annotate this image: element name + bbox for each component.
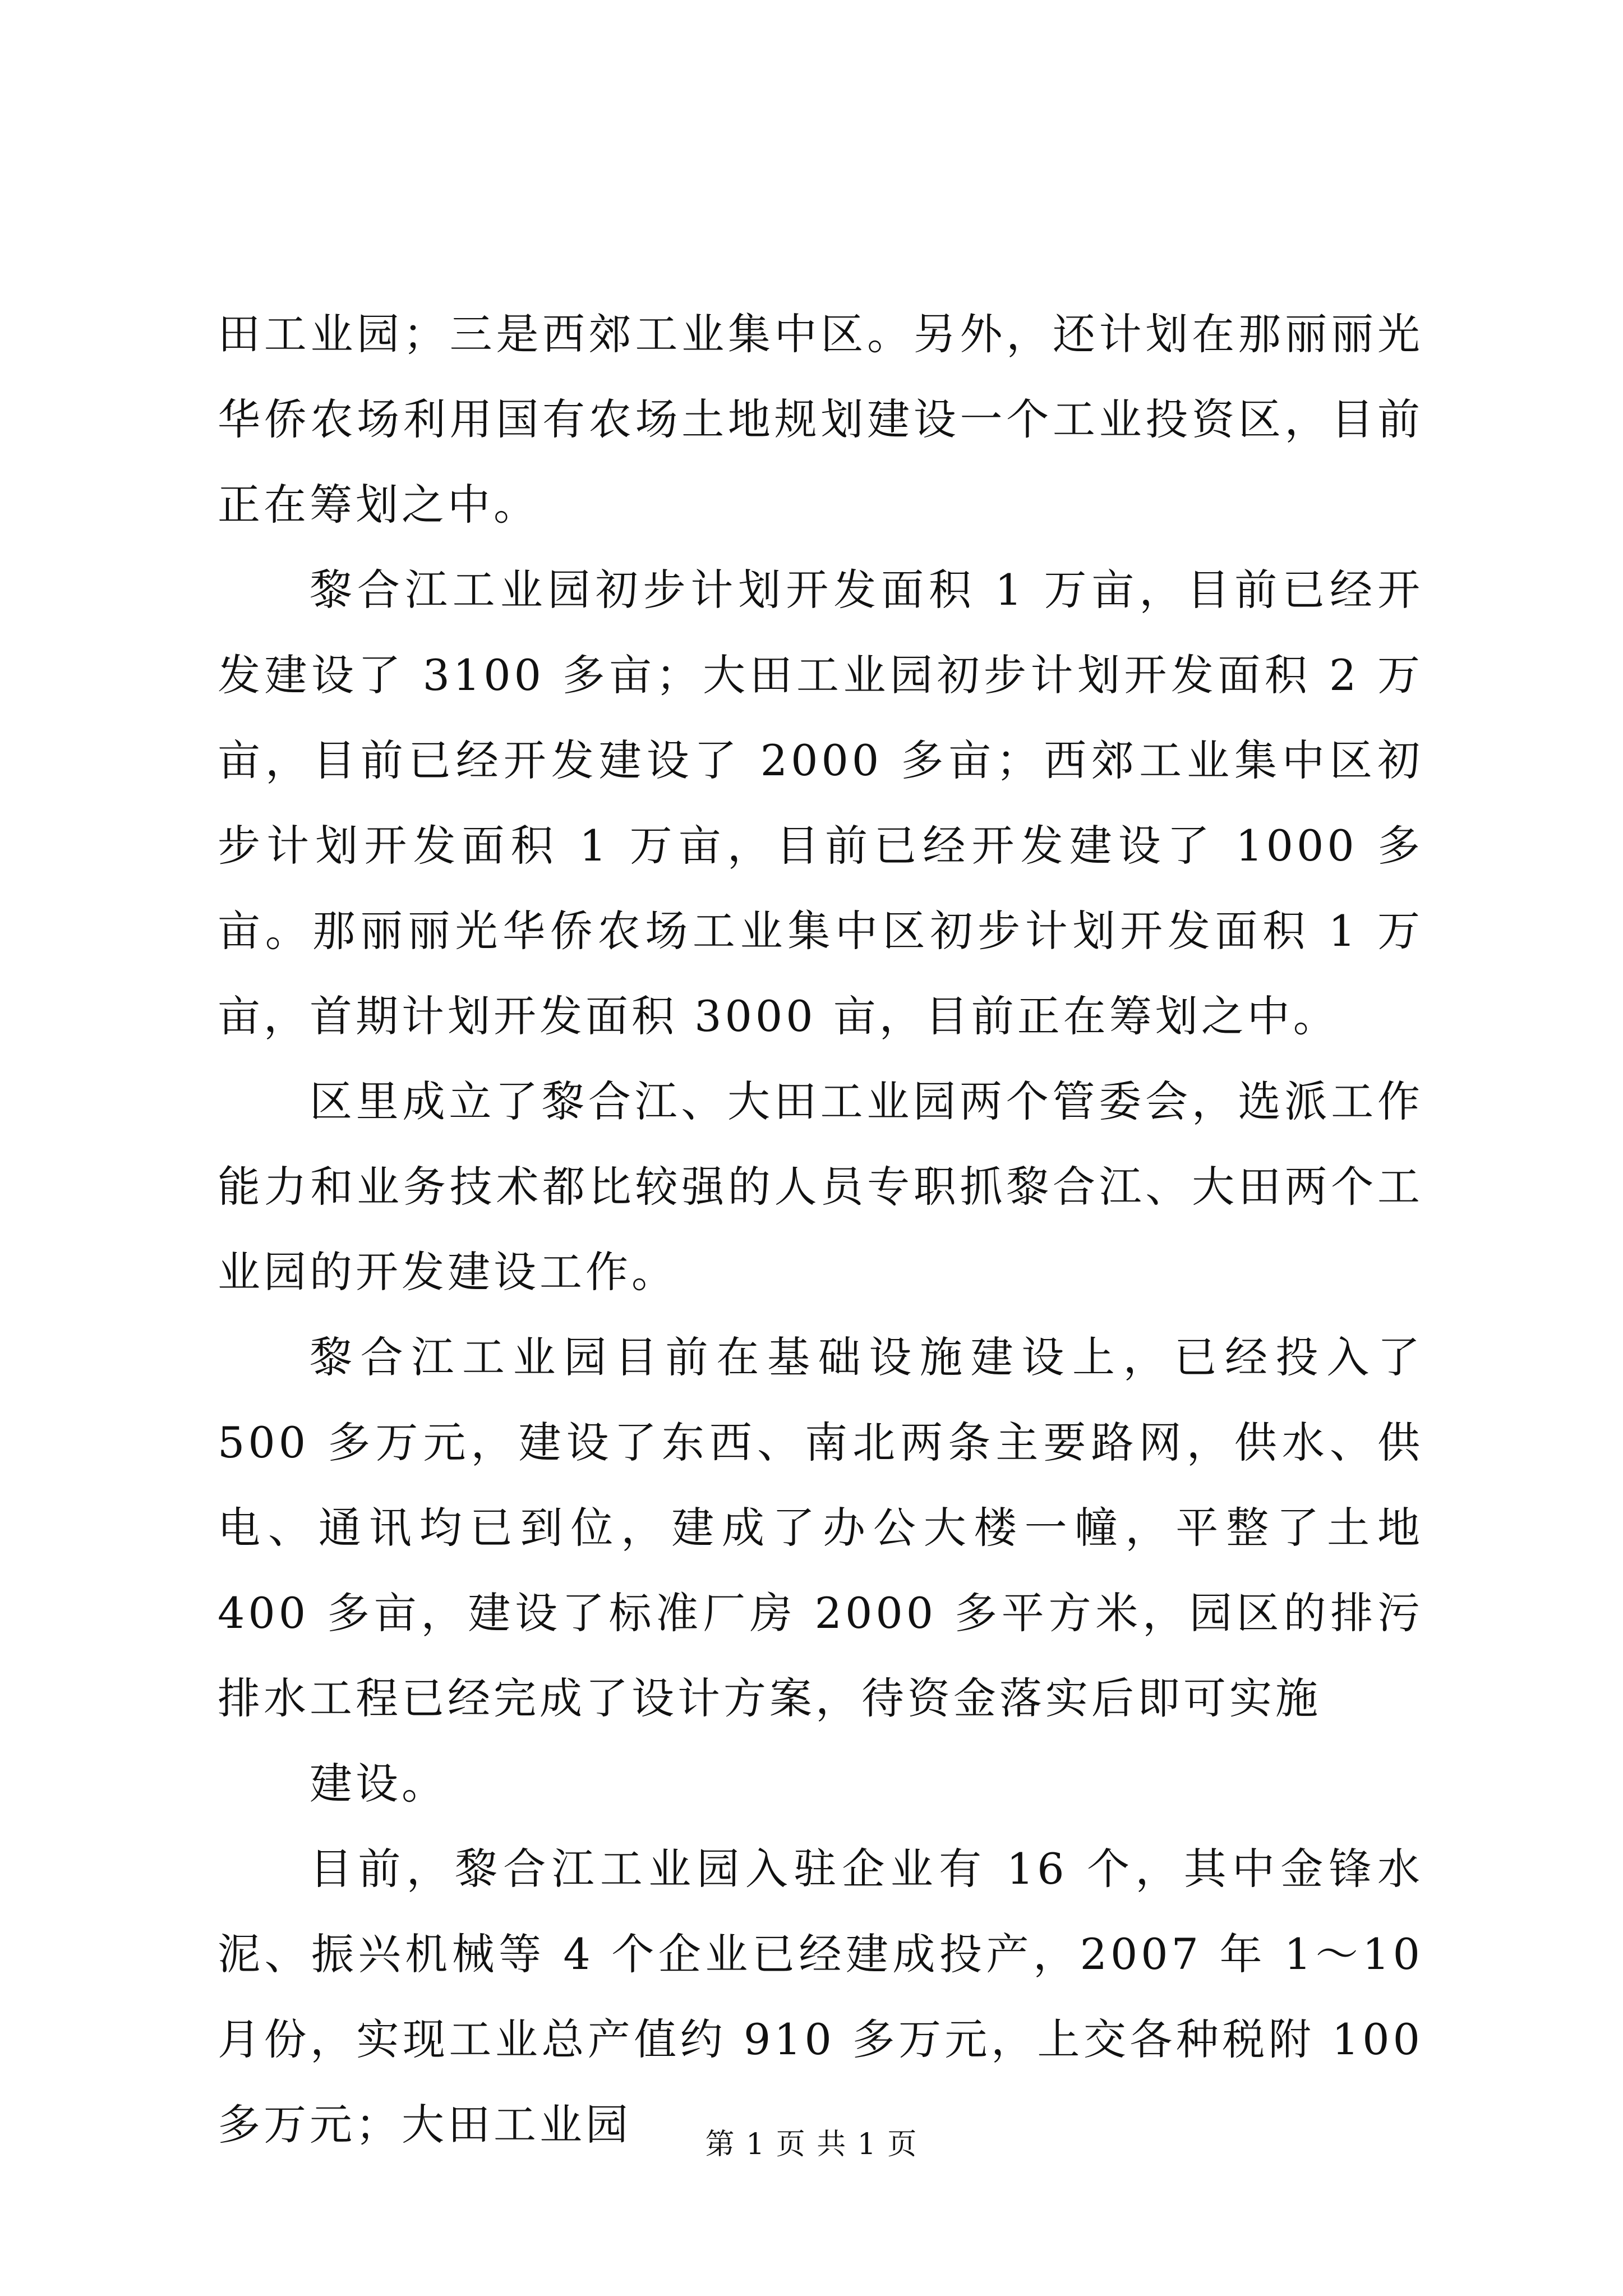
- paragraph-6: 目前，黎合江工业园入驻企业有 16 个，其中金锋水泥、振兴机械等 4 个企业已经建成投产，2007 年 1～10 月份，实现工业总产值约 910 多万元，上交各种税附 100 多万元；大田工业园: [218, 1844, 1423, 2150]
- page-footer: 第 1 页 共 1 页: [705, 2128, 918, 2161]
- paragraph-4: 黎合江工业园目前在基础设施建设上，已经投入了 500 多万元，建设了东西、南北两条主要路网，供水、供电、通讯均已到位，建成了办公大楼一幢，平整了土地 400 多亩，建设了标准厂房 2000 多平方米，园区的排污排水工程已经完成了设计方案，待资金落实后即可实施: [218, 1332, 1423, 1723]
- paragraph-5: 建设。: [310, 1759, 448, 1809]
- paragraph-1: 田工业园；三是西郊工业集中区。另外，还计划在那丽丽光华侨农场利用国有农场土地规划建设一个工业投资区，目前正在筹划之中。: [218, 309, 1423, 530]
- paragraph-2: 黎合江工业园初步计划开发面积 1 万亩，目前已经开发建设了 3100 多亩；大田工业园初步计划开发面积 2 万亩，目前已经开发建设了 2000 多亩；西郊工业集中区初步计划开发面积 1 万亩，目前已经开发建设了 1000 多亩。那丽丽光华侨农场工业集中区初步计划开发面积 1 万亩，首期计划开发面积 3000 亩，目前正在筹划之中。: [218, 565, 1423, 1041]
- paragraph-3: 区里成立了黎合江、大田工业园两个管委会，选派工作能力和业务技术都比较强的人员专职抓黎合江、大田两个工业园的开发建设工作。: [218, 1076, 1423, 1297]
- document-body: [218, 292, 1423, 2168]
